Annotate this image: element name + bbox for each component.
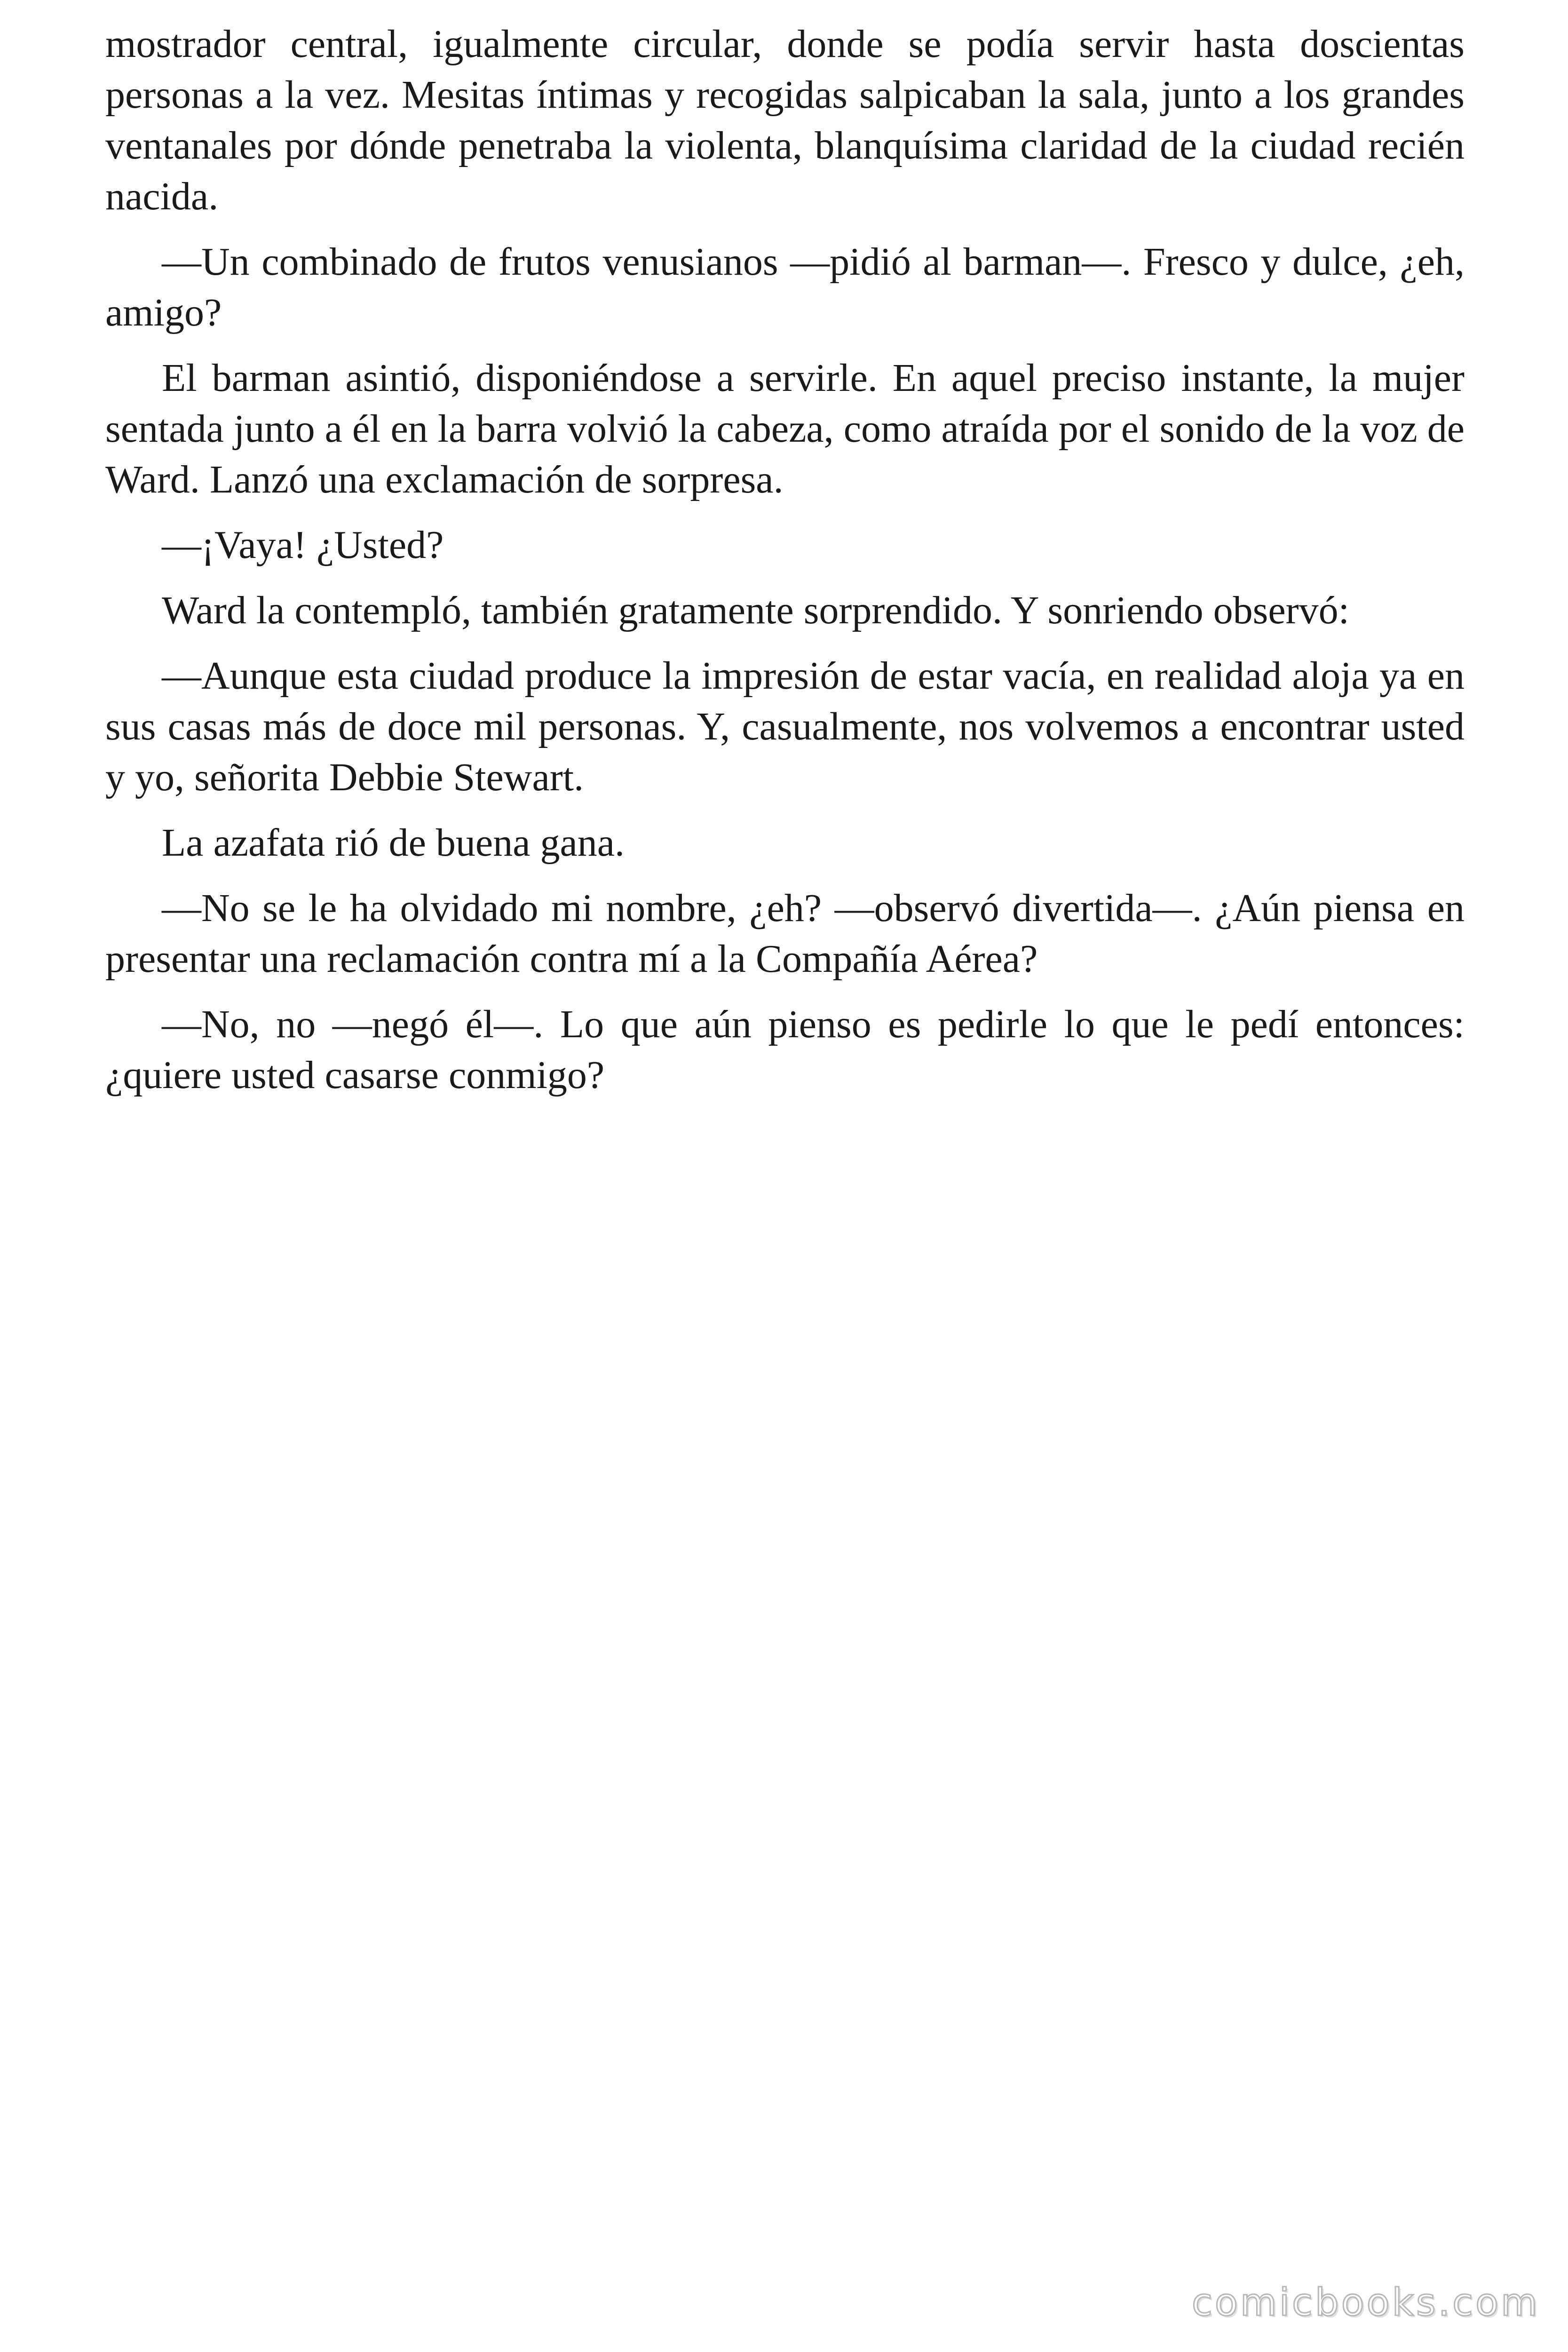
paragraph: El barman asintió, disponiéndose a servirle. En aquel preciso instante, la mujer sentada junto a él en la barra volvió la cabeza, como atraída por el sonido de la voz de Ward. Lanzó una exclamación de sorpresa. <box>105 356 1465 501</box>
paragraph: —No, no —negó él—. Lo que aún pienso es pedirle lo que le pedí entonces: ¿quiere usted casarse conmigo? <box>105 1002 1465 1097</box>
body-text <box>105 19 1465 1115</box>
watermark: comicbooks.com <box>1191 2280 1540 2324</box>
paragraph: La azafata rió de buena gana. <box>162 821 625 865</box>
paragraph: —Un combinado de frutos venusianos —pidió al barman—. Fresco y dulce, ¿eh, amigo? <box>105 240 1465 334</box>
paragraph: —No se le ha olvidado mi nombre, ¿eh? —observó divertida—. ¿Aún piensa en presentar una reclamación contra mí a la Compañía Aérea? <box>105 886 1465 981</box>
paragraph: —¡Vaya! ¿Usted? <box>162 523 444 567</box>
paragraph: Ward la contempló, también gratamente sorprendido. Y sonriendo observó: <box>162 588 1349 632</box>
paragraph: mostrador central, igualmente circular, donde se podía servir hasta doscientas personas a la vez. Mesitas íntimas y recogidas salpicaban la sala, junto a los grandes ventanales por dónde penetraba la violenta, blanquísima claridad de la ciudad recién nacida. <box>105 22 1465 218</box>
paragraph: —Aunque esta ciudad produce la impresión de estar vacía, en realidad aloja ya en sus casas más de doce mil personas. Y, casualmente, nos volvemos a encontrar usted y yo, señorita Debbie Stewart. <box>105 654 1465 799</box>
